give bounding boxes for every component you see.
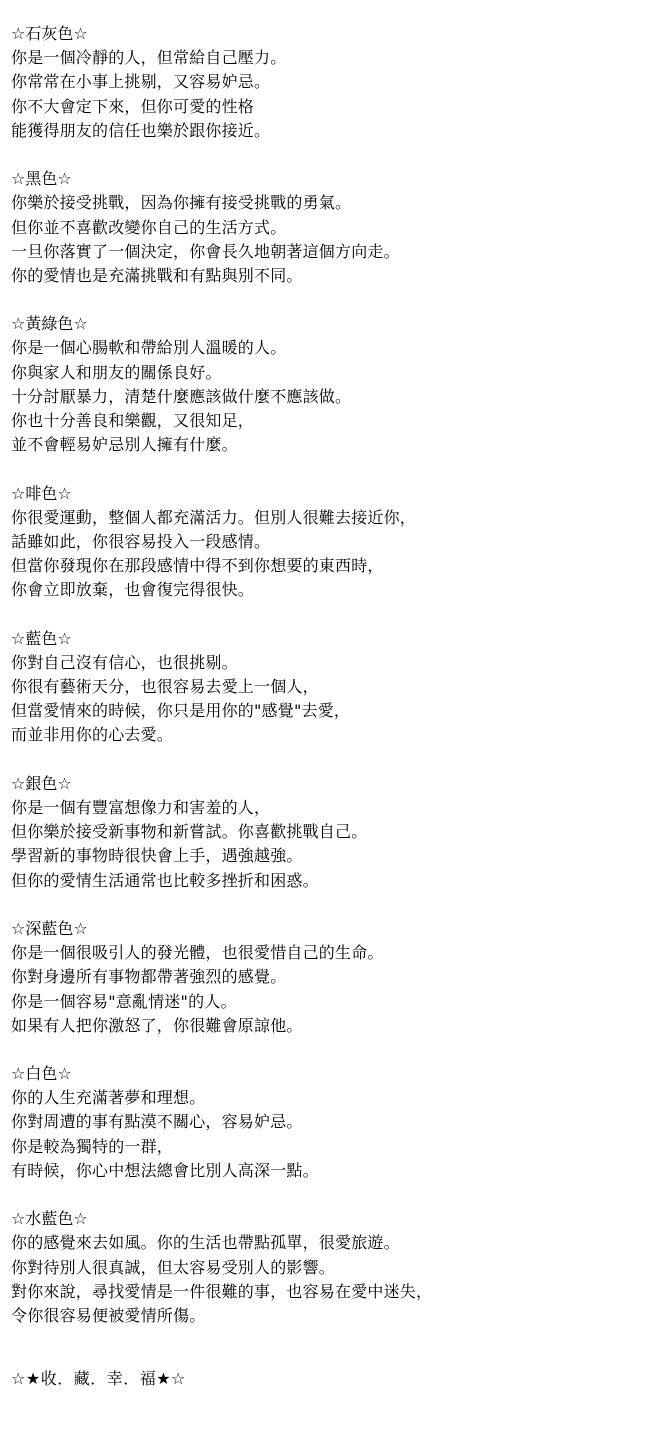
section-heading: ☆白色☆ (11, 1064, 72, 1084)
text-line: 你是一個心腸軟和帶給別人溫暖的人。 (11, 338, 287, 358)
section-spacer (11, 748, 661, 772)
text-line: 能獲得朋友的信任也樂於跟你接近。 (11, 120, 271, 140)
text-line: 你會立即放棄，也會復完得很快。 (11, 580, 255, 600)
text-line: 一旦你落實了一個決定，你會長久地朝著這個方向走。 (11, 241, 400, 261)
text-line: 你是較為獨特的一群， (11, 1136, 174, 1156)
text-line: 你的愛情也是充滿挑戰和有點與別不同。 (11, 265, 303, 285)
section-heading: ☆石灰色☆ (11, 24, 88, 43)
text-line: 但你並不喜歡改變你自己的生活方式。 (11, 217, 287, 237)
section-blue (11, 627, 661, 772)
section-heading: ☆黑色☆ (11, 169, 72, 189)
text-line: 你的感覺來去如風。你的生活也帶點孤單，很愛旅遊。 (11, 1233, 400, 1253)
section-spacer (11, 143, 661, 167)
text-line: 但當你發現你在那段感情中得不到你想要的東西時， (11, 556, 384, 576)
text-line: 你很愛運動，整個人都充滿活力。但別人很難去接近你， (11, 507, 417, 527)
text-line: 你的人生充滿著夢和理想。 (11, 1088, 206, 1108)
section-aqua-blue (11, 1207, 661, 1328)
section-dark-blue (11, 917, 661, 1062)
text-line: 你對自己沒有信心，也很挑剔。 (11, 652, 238, 672)
text-line: 你也十分善良和樂觀，又很知足， (11, 411, 255, 430)
section-coffee (11, 482, 661, 627)
section-white (11, 1062, 661, 1207)
text-line: 有時候，你心中想法總會比別人高深一點。 (11, 1160, 319, 1180)
text-line: 並不會輕易妒忌別人擁有什麼。 (11, 435, 238, 455)
text-line: 你對身邊所有事物都帶著強烈的感覺。 (11, 967, 287, 987)
section-yellow-green (11, 312, 661, 481)
text-line: 你與家人和朋友的關係良好。 (11, 362, 222, 382)
text-line: 你樂於接受挑戰，因為你擁有接受挑戰的勇氣。 (11, 193, 352, 213)
text-line: 對你來說，尋找愛情是一件很難的事，也容易在愛中迷失， (11, 1281, 433, 1301)
section-spacer (11, 603, 661, 627)
text-line: 如果有人把你激怒了，你很難會原諒他。 (11, 1015, 303, 1035)
section-slate-gray (11, 22, 661, 167)
section-heading: ☆啡色☆ (11, 483, 72, 503)
text-line: 你是一個很吸引人的發光體，也很愛惜自己的生命。 (11, 943, 384, 963)
text-line: 但你的愛情生活通常也比較多挫折和困惑。 (11, 870, 319, 890)
section-silver (11, 772, 661, 917)
section-heading: ☆銀色☆ (11, 773, 72, 793)
article-body (11, 22, 661, 1328)
section-spacer (11, 1038, 661, 1062)
text-line: 令你很容易便被愛情所傷。 (11, 1305, 206, 1325)
text-line: 話雖如此，你很容易投入一段感情。 (11, 531, 271, 551)
text-line: 你不大會定下來，但你可愛的性格 (11, 96, 255, 116)
section-heading: ☆水藍色☆ (11, 1209, 88, 1229)
section-spacer (11, 288, 661, 312)
text-line: 而並非用你的心去愛。 (11, 725, 174, 745)
text-line: 你是一個冷靜的人，但常給自己壓力。 (11, 48, 287, 68)
text-line: 但你樂於接受新事物和新嘗試。你喜歡挑戰自己。 (11, 822, 368, 842)
section-spacer (11, 1183, 661, 1207)
text-line: 你對待別人很真誠，但太容易受別人的影響。 (11, 1257, 336, 1277)
text-line: 學習新的事物時很快會上手，遇強越強。 (11, 846, 303, 866)
text-line: 十分討厭暴力，清楚什麼應該做什麼不應該做。 (11, 386, 352, 406)
section-black (11, 167, 661, 312)
text-line: 你是一個容易"意亂情迷"的人。 (11, 991, 237, 1011)
section-heading: ☆黃綠色☆ (11, 314, 88, 334)
footer-signature: ☆★收．藏．幸．福★☆ (11, 1369, 186, 1388)
text-line: 你常常在小事上挑剔，又容易妒忌。 (11, 72, 271, 92)
section-spacer (11, 893, 661, 917)
section-heading: ☆深藍色☆ (11, 918, 88, 938)
text-line: 你對周遭的事有點漠不關心，容易妒忌。 (11, 1112, 303, 1132)
text-line: 你是一個有豐富想像力和害羞的人， (11, 798, 271, 817)
text-line: 但當愛情來的時候，你只是用你的"感覺"去愛， (11, 701, 351, 721)
section-spacer (11, 457, 661, 481)
section-heading: ☆藍色☆ (11, 628, 72, 648)
text-line: 你很有藝術天分，也很容易去愛上一個人， (11, 677, 319, 697)
